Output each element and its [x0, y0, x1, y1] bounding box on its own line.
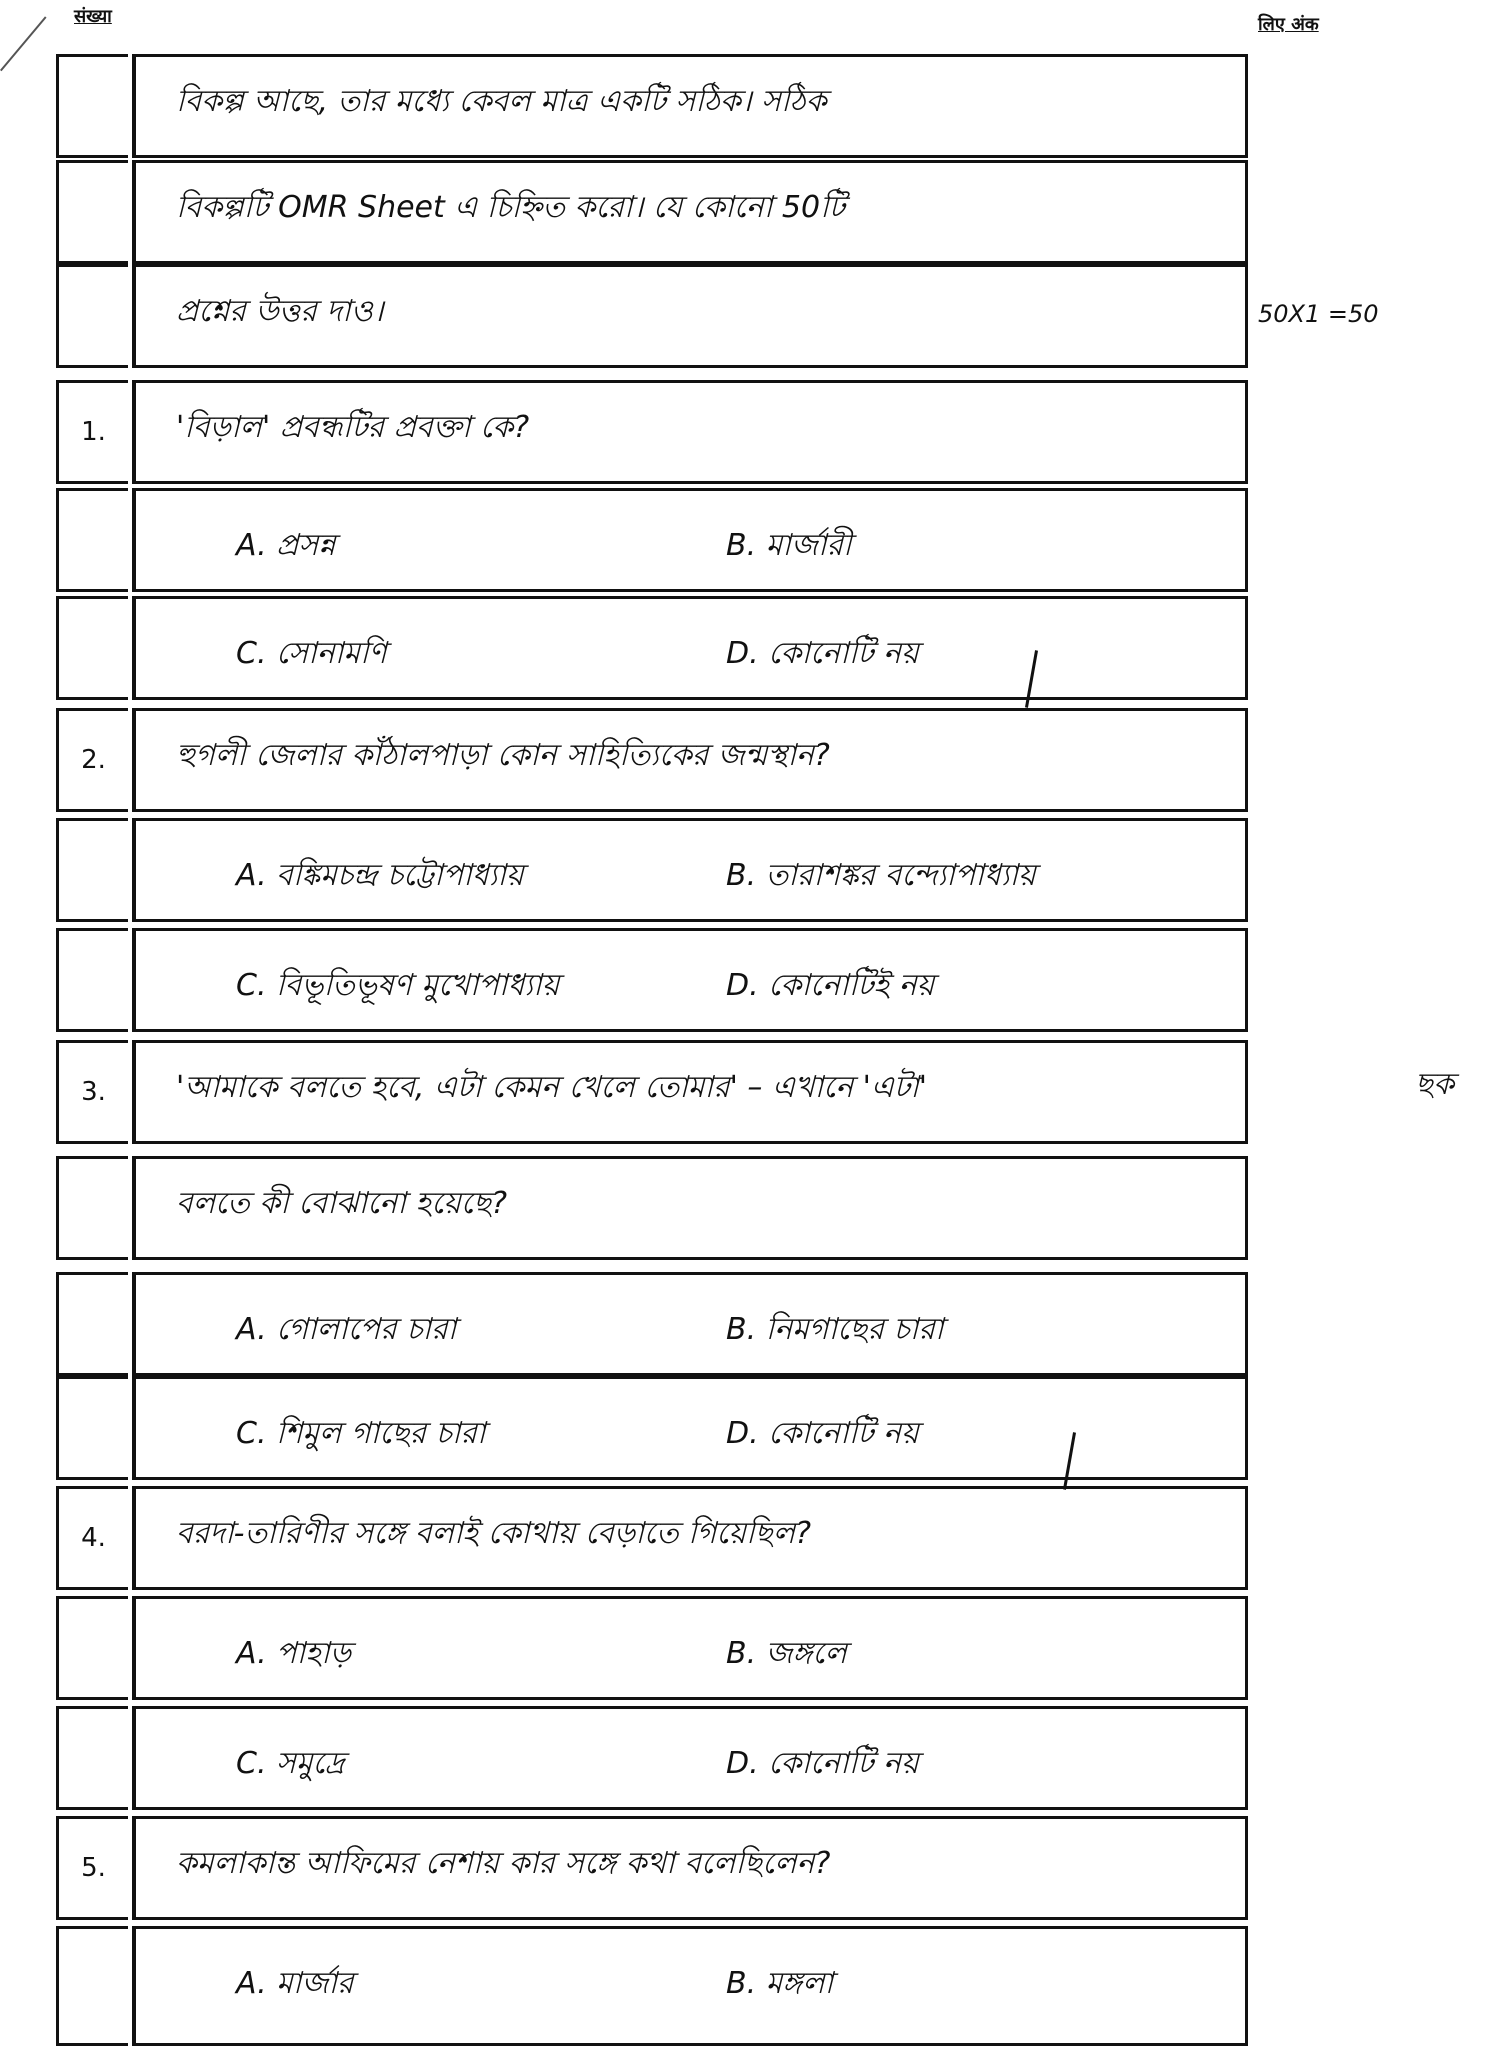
options-cell [132, 1596, 1248, 1700]
options-cell [132, 1272, 1248, 1376]
options-cell [132, 1926, 1248, 2046]
options-cell [132, 488, 1248, 592]
question-row [56, 1486, 1248, 1590]
instruction-row [56, 160, 1248, 264]
option-a: A. গোলাপের চারা [236, 1312, 457, 1347]
number-cell [56, 1156, 128, 1260]
instruction-row [56, 264, 1248, 368]
option-a: A. মার্জার [236, 1966, 354, 2001]
option-d: D. কোনোটি নয় [726, 636, 919, 671]
options-row [56, 596, 1248, 700]
question-row [56, 1816, 1248, 1920]
question-number: 3. [56, 1040, 128, 1144]
option-b: B. মঙ্গলা [726, 1966, 834, 2001]
number-cell [56, 1376, 128, 1480]
question-number: 4. [56, 1486, 128, 1590]
option-a: A. পাহাড় [236, 1636, 352, 1671]
options-row [56, 1272, 1248, 1376]
instruction-text: বিকল্প আছে, তার মধ্যে কেবল মাত্র একটি সঠিক। সঠিক [132, 54, 1248, 158]
number-cell [56, 264, 128, 368]
options-row [56, 488, 1248, 592]
question-row [56, 1040, 1248, 1144]
option-c: C. শিমুল গাছের চারা [236, 1416, 486, 1451]
question-row [56, 380, 1248, 484]
option-c: C. সমুদ্রে [236, 1746, 345, 1781]
instruction-text: বিকল্পটি OMR Sheet এ চিহ্নিত করো। যে কোনো 50টি [132, 160, 1248, 264]
margin-note: ছক [1415, 1067, 1455, 1102]
number-cell [56, 928, 128, 1032]
scan-mark [0, 16, 47, 71]
question-text: 'আমাকে বলতে হবে, এটা কেমন খেলে তোমার' – এখানে 'এটা' [132, 1040, 1248, 1144]
number-cell [56, 1926, 128, 2046]
options-cell [132, 928, 1248, 1032]
option-c: C. সোনামণি [236, 636, 387, 671]
option-b: B. জঙ্গলে [726, 1636, 847, 1671]
serial-column-header: संख्या [74, 6, 112, 27]
question-text: হুগলী জেলার কাঁঠালপাড়া কোন সাহিত্যিকের জন্মস্থান? [132, 708, 1248, 812]
question-row [56, 708, 1248, 812]
question-continuation-row [56, 1156, 1248, 1260]
question-text: কমলাকান্ত আফিমের নেশায় কার সঙ্গে কথা বলেছিলেন? [132, 1816, 1248, 1920]
option-c: C. বিভূতিভূষণ মুখোপাধ্যায় [236, 968, 560, 1003]
number-cell [56, 54, 128, 158]
question-number: 2. [56, 708, 128, 812]
option-d: D. কোনোটিই নয় [726, 968, 935, 1003]
question-text: বরদা-তারিণীর সঙ্গে বলাই কোথায় বেড়াতে গিয়েছিল? [132, 1486, 1248, 1590]
options-cell [132, 1376, 1248, 1480]
option-a: A. প্রসন্ন [236, 528, 336, 563]
question-number: 5. [56, 1816, 128, 1920]
option-a: A. বঙ্কিমচন্দ্র চট্টোপাধ্যায় [236, 858, 524, 893]
question-number: 1. [56, 380, 128, 484]
options-cell [132, 596, 1248, 700]
number-cell [56, 488, 128, 592]
number-cell [56, 160, 128, 264]
marks-column-header: लिए अंक [1258, 14, 1319, 35]
number-cell [56, 818, 128, 922]
number-cell [56, 1272, 128, 1376]
question-text: বলতে কী বোঝানো হয়েছে? [132, 1156, 1248, 1260]
option-d: D. কোনোটি নয় [726, 1416, 919, 1451]
options-cell [132, 1706, 1248, 1810]
instruction-text: প্রশ্নের উত্তর দাও। [132, 264, 1248, 368]
option-b: B. তারাশঙ্কর বন্দ্যোপাধ্যায় [726, 858, 1036, 893]
question-text: 'বিড়াল' প্রবন্ধটির প্রবক্তা কে? [132, 380, 1248, 484]
option-d: D. কোনোটি নয় [726, 1746, 919, 1781]
option-b: B. নিমগাছের চারা [726, 1312, 944, 1347]
instruction-row [56, 54, 1248, 158]
options-row [56, 818, 1248, 922]
number-cell [56, 1706, 128, 1810]
number-cell [56, 596, 128, 700]
option-b: B. মার্জারী [726, 528, 852, 563]
options-cell [132, 818, 1248, 922]
options-row [56, 1926, 1248, 2046]
options-row [56, 1596, 1248, 1700]
marks-allocation: 50X1 =50 [1258, 300, 1379, 328]
options-row [56, 928, 1248, 1032]
number-cell [56, 1596, 128, 1700]
options-row [56, 1706, 1248, 1810]
